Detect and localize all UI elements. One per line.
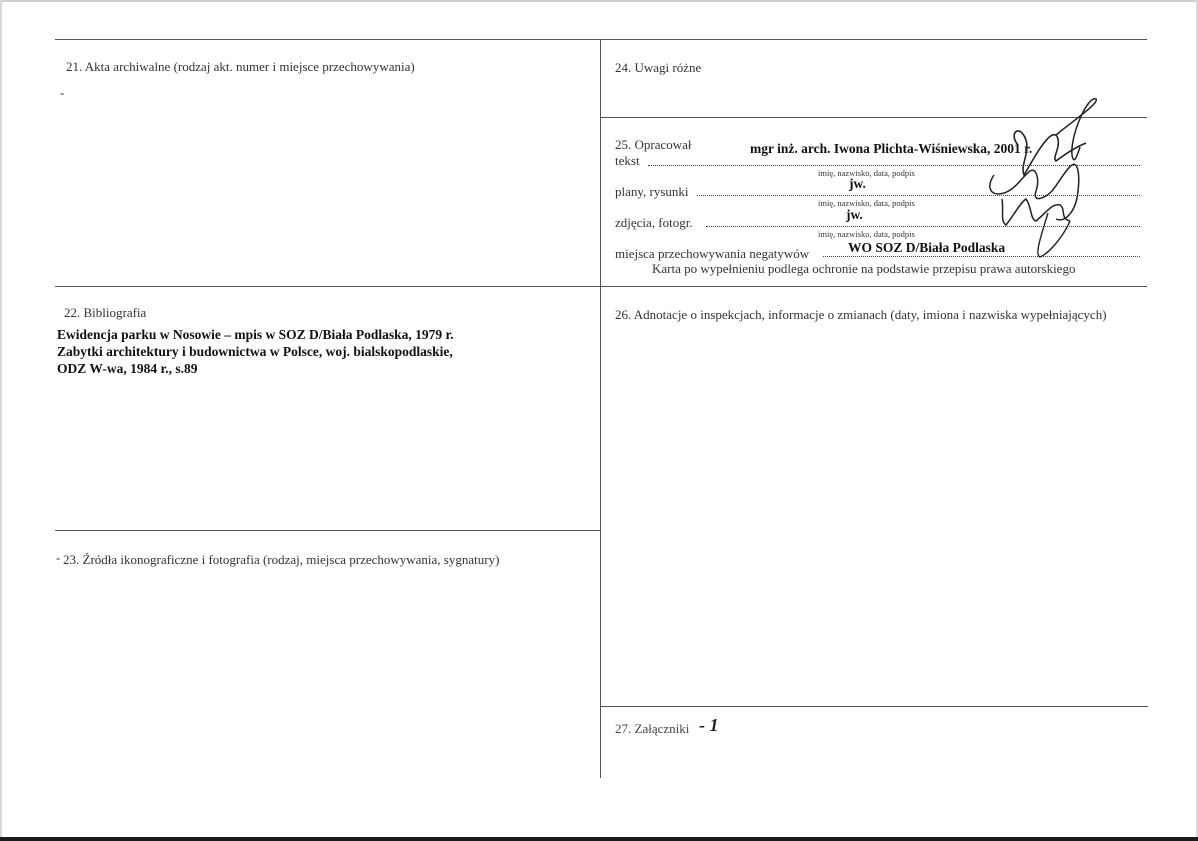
section-25-author: mgr inż. arch. Iwona Plichta-Wiśniewska, 2001 r. xyxy=(750,141,1033,156)
section-21-value: - xyxy=(60,85,65,100)
scan-edge-top xyxy=(0,0,1198,2)
section-27-title: 27. Załączniki xyxy=(615,721,690,736)
plany-label: plany, rysunki xyxy=(615,184,689,199)
section-23-title: 23. Źródła ikonograficzne i fotografia (rodzaj, miejsca przechowywania, sygnatury) xyxy=(63,552,500,567)
section-21-title: 21. Akta archiwalne (rodzaj akt. numer i miejsce przechowywania) xyxy=(66,59,415,74)
handwritten-signature xyxy=(960,95,1110,265)
bibliography-entry: Ewidencja parku w Nosowie – mpis w SOZ D/Biała Podlaska, 1979 r. xyxy=(57,327,454,342)
section-22-title: 22. Bibliografia xyxy=(64,305,147,320)
plany-caption: imię, nazwisko, data, podpis xyxy=(818,198,915,208)
negatywy-value: WO SOZ D/Biała Podlaska xyxy=(848,240,1006,255)
rule-26-27 xyxy=(601,706,1148,707)
zdjecia-value: jw. xyxy=(846,207,863,222)
negatywy-label: miejsca przechowywania negatywów xyxy=(615,246,810,261)
section-27-value: - 1 xyxy=(699,715,719,735)
tekst-caption: imię, nazwisko, data, podpis xyxy=(818,168,915,178)
bibliography-entry: ODZ W-wa, 1984 r., s.89 xyxy=(57,361,198,376)
rule-25-26-right xyxy=(601,286,1147,287)
zdjecia-label: zdjęcia, fotogr. xyxy=(615,215,693,230)
center-divider xyxy=(600,39,601,778)
bibliography-entry: Zabytki architektury i budownictwa w Polsce, woj. bialskopodlaskie, xyxy=(57,344,453,359)
scan-edge-left xyxy=(0,0,2,841)
section-23-dash: - xyxy=(56,550,61,565)
rule-22-23 xyxy=(55,530,600,531)
bibliography-list xyxy=(57,326,454,377)
section-26-title: 26. Adnotacje o inspekcjach, informacje o zmianach (daty, imiona i nazwiska wypełniających) xyxy=(615,307,1107,322)
section-25-title: 25. Opracował xyxy=(615,137,692,152)
top-rule xyxy=(55,39,1147,40)
scan-edge-bottom xyxy=(0,837,1198,841)
copyright-note: Karta po wypełnieniu podlega ochronie na podstawie przepisu prawa autorskiego xyxy=(652,261,1076,276)
tekst-label: tekst xyxy=(615,153,640,168)
plany-value: jw. xyxy=(849,176,866,191)
zdjecia-caption: imię, nazwisko, data, podpis xyxy=(818,229,915,239)
section-24-title: 24. Uwagi różne xyxy=(615,60,702,75)
rule-21-22-left xyxy=(55,286,600,287)
